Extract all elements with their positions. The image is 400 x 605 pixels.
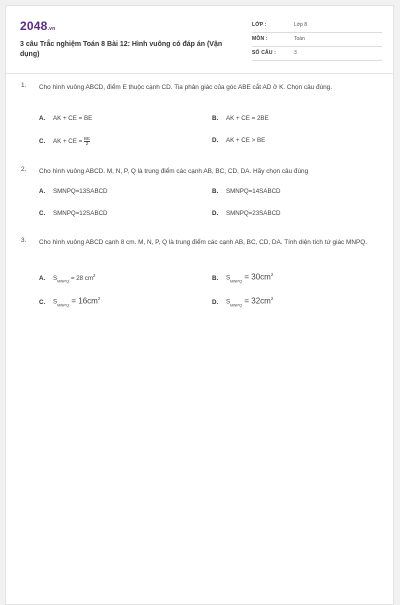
option-text: AK + CE > BE [226, 137, 266, 144]
area-subscript: MNPQ [230, 302, 243, 308]
option-letter: A. [39, 188, 46, 195]
question-text: Cho hình vuông ABCD, điểm E thuộc cạnh CD. Tia phân giác của góc ABE cắt AD ở K. Chọn câu đúng. [39, 84, 333, 91]
area-symbol: S [53, 275, 58, 283]
option-text: = 30cm [242, 272, 271, 282]
meta-row-class [252, 19, 382, 33]
meta-panel [252, 19, 382, 61]
question-number: 2. [21, 166, 27, 173]
option-letter: B. [212, 188, 219, 195]
meta-label: MÔN : [252, 36, 268, 42]
option-a[interactable] [39, 188, 108, 195]
logo-number: 2048 [20, 19, 48, 33]
page-title: 3 câu Trắc nghiệm Toán 8 Bài 12: Hình vuông có đáp án (Vận dụng) [20, 41, 223, 58]
exponent: 2 [97, 296, 101, 301]
worksheet-header [20, 16, 382, 66]
option-letter: C. [39, 298, 46, 306]
option-text: AK + CE = 2BE [226, 115, 269, 122]
meta-row-subject [252, 33, 382, 47]
option-letter: C. [39, 210, 46, 217]
logo-domain: .vn [47, 26, 56, 32]
option-letter: A. [39, 115, 46, 122]
question-text: Cho hình vuông ABCD. M, N, P, Q là trung điểm các cạnh AB, BC, CD, DA. Hãy chọn câu đúng [39, 168, 309, 175]
option-b[interactable] [212, 115, 269, 122]
option-letter: D. [212, 137, 219, 144]
area-subscript: MNPQ [230, 278, 243, 284]
option-letter: A. [39, 275, 46, 283]
option-d[interactable] [212, 296, 273, 307]
exponent: 2 [270, 272, 274, 277]
option-a[interactable] [39, 273, 96, 283]
option-text: SMNPQ=14SABCD [226, 188, 281, 195]
fraction [84, 137, 90, 146]
meta-row-count [252, 47, 382, 61]
meta-label: SỐ CÂU : [252, 50, 277, 56]
option-c[interactable] [39, 210, 108, 217]
question-number: 1. [21, 82, 27, 89]
fraction-denominator: 2 [85, 141, 89, 146]
option-letter: D. [212, 210, 219, 217]
option-letter: B. [212, 274, 219, 282]
exponent: 2 [270, 296, 274, 301]
question-number: 3. [21, 237, 27, 244]
site-logo[interactable] [20, 19, 55, 33]
option-b[interactable] [212, 272, 273, 283]
meta-value: 3 [294, 50, 297, 56]
meta-value: Toán [294, 36, 305, 42]
worksheet-page [5, 5, 394, 605]
header-divider [6, 73, 393, 74]
fraction-numerator: BE [83, 136, 90, 141]
option-text: AK + CE = [53, 138, 83, 146]
area-symbol: S [226, 274, 231, 282]
area-subscript: MNPQ [57, 278, 70, 284]
exponent: 2 [93, 273, 96, 278]
area-subscript: MNPQ [57, 302, 70, 308]
area-symbol: S [226, 298, 231, 306]
option-text: = 28 cm [69, 275, 94, 283]
option-d[interactable] [212, 137, 265, 144]
option-text: = 16cm [69, 296, 98, 306]
option-text: AK + CE = BE [53, 115, 93, 122]
option-c[interactable] [39, 137, 90, 146]
option-a[interactable] [39, 115, 92, 122]
option-text: = 32cm [242, 296, 271, 306]
option-text: SMNPQ=12SABCD [53, 210, 108, 217]
question-text: Cho hình vuông ABCD cạnh 8 cm. M, N, P, Q là trung điểm các cạnh AB, BC, CD, DA. Tính diện tích tứ giác MNPQ. [39, 239, 367, 246]
option-c[interactable] [39, 296, 100, 307]
meta-label: LỚP : [252, 22, 267, 28]
area-symbol: S [53, 298, 58, 306]
option-text: SMNPQ=13SABCD [53, 188, 108, 195]
option-letter: D. [212, 298, 219, 306]
option-letter: C. [39, 138, 46, 146]
option-text: SMNPQ=23SABCD [226, 210, 281, 217]
option-letter: B. [212, 115, 219, 122]
meta-value: Lớp 8 [294, 22, 308, 28]
option-d[interactable] [212, 210, 281, 217]
option-b[interactable] [212, 188, 281, 195]
